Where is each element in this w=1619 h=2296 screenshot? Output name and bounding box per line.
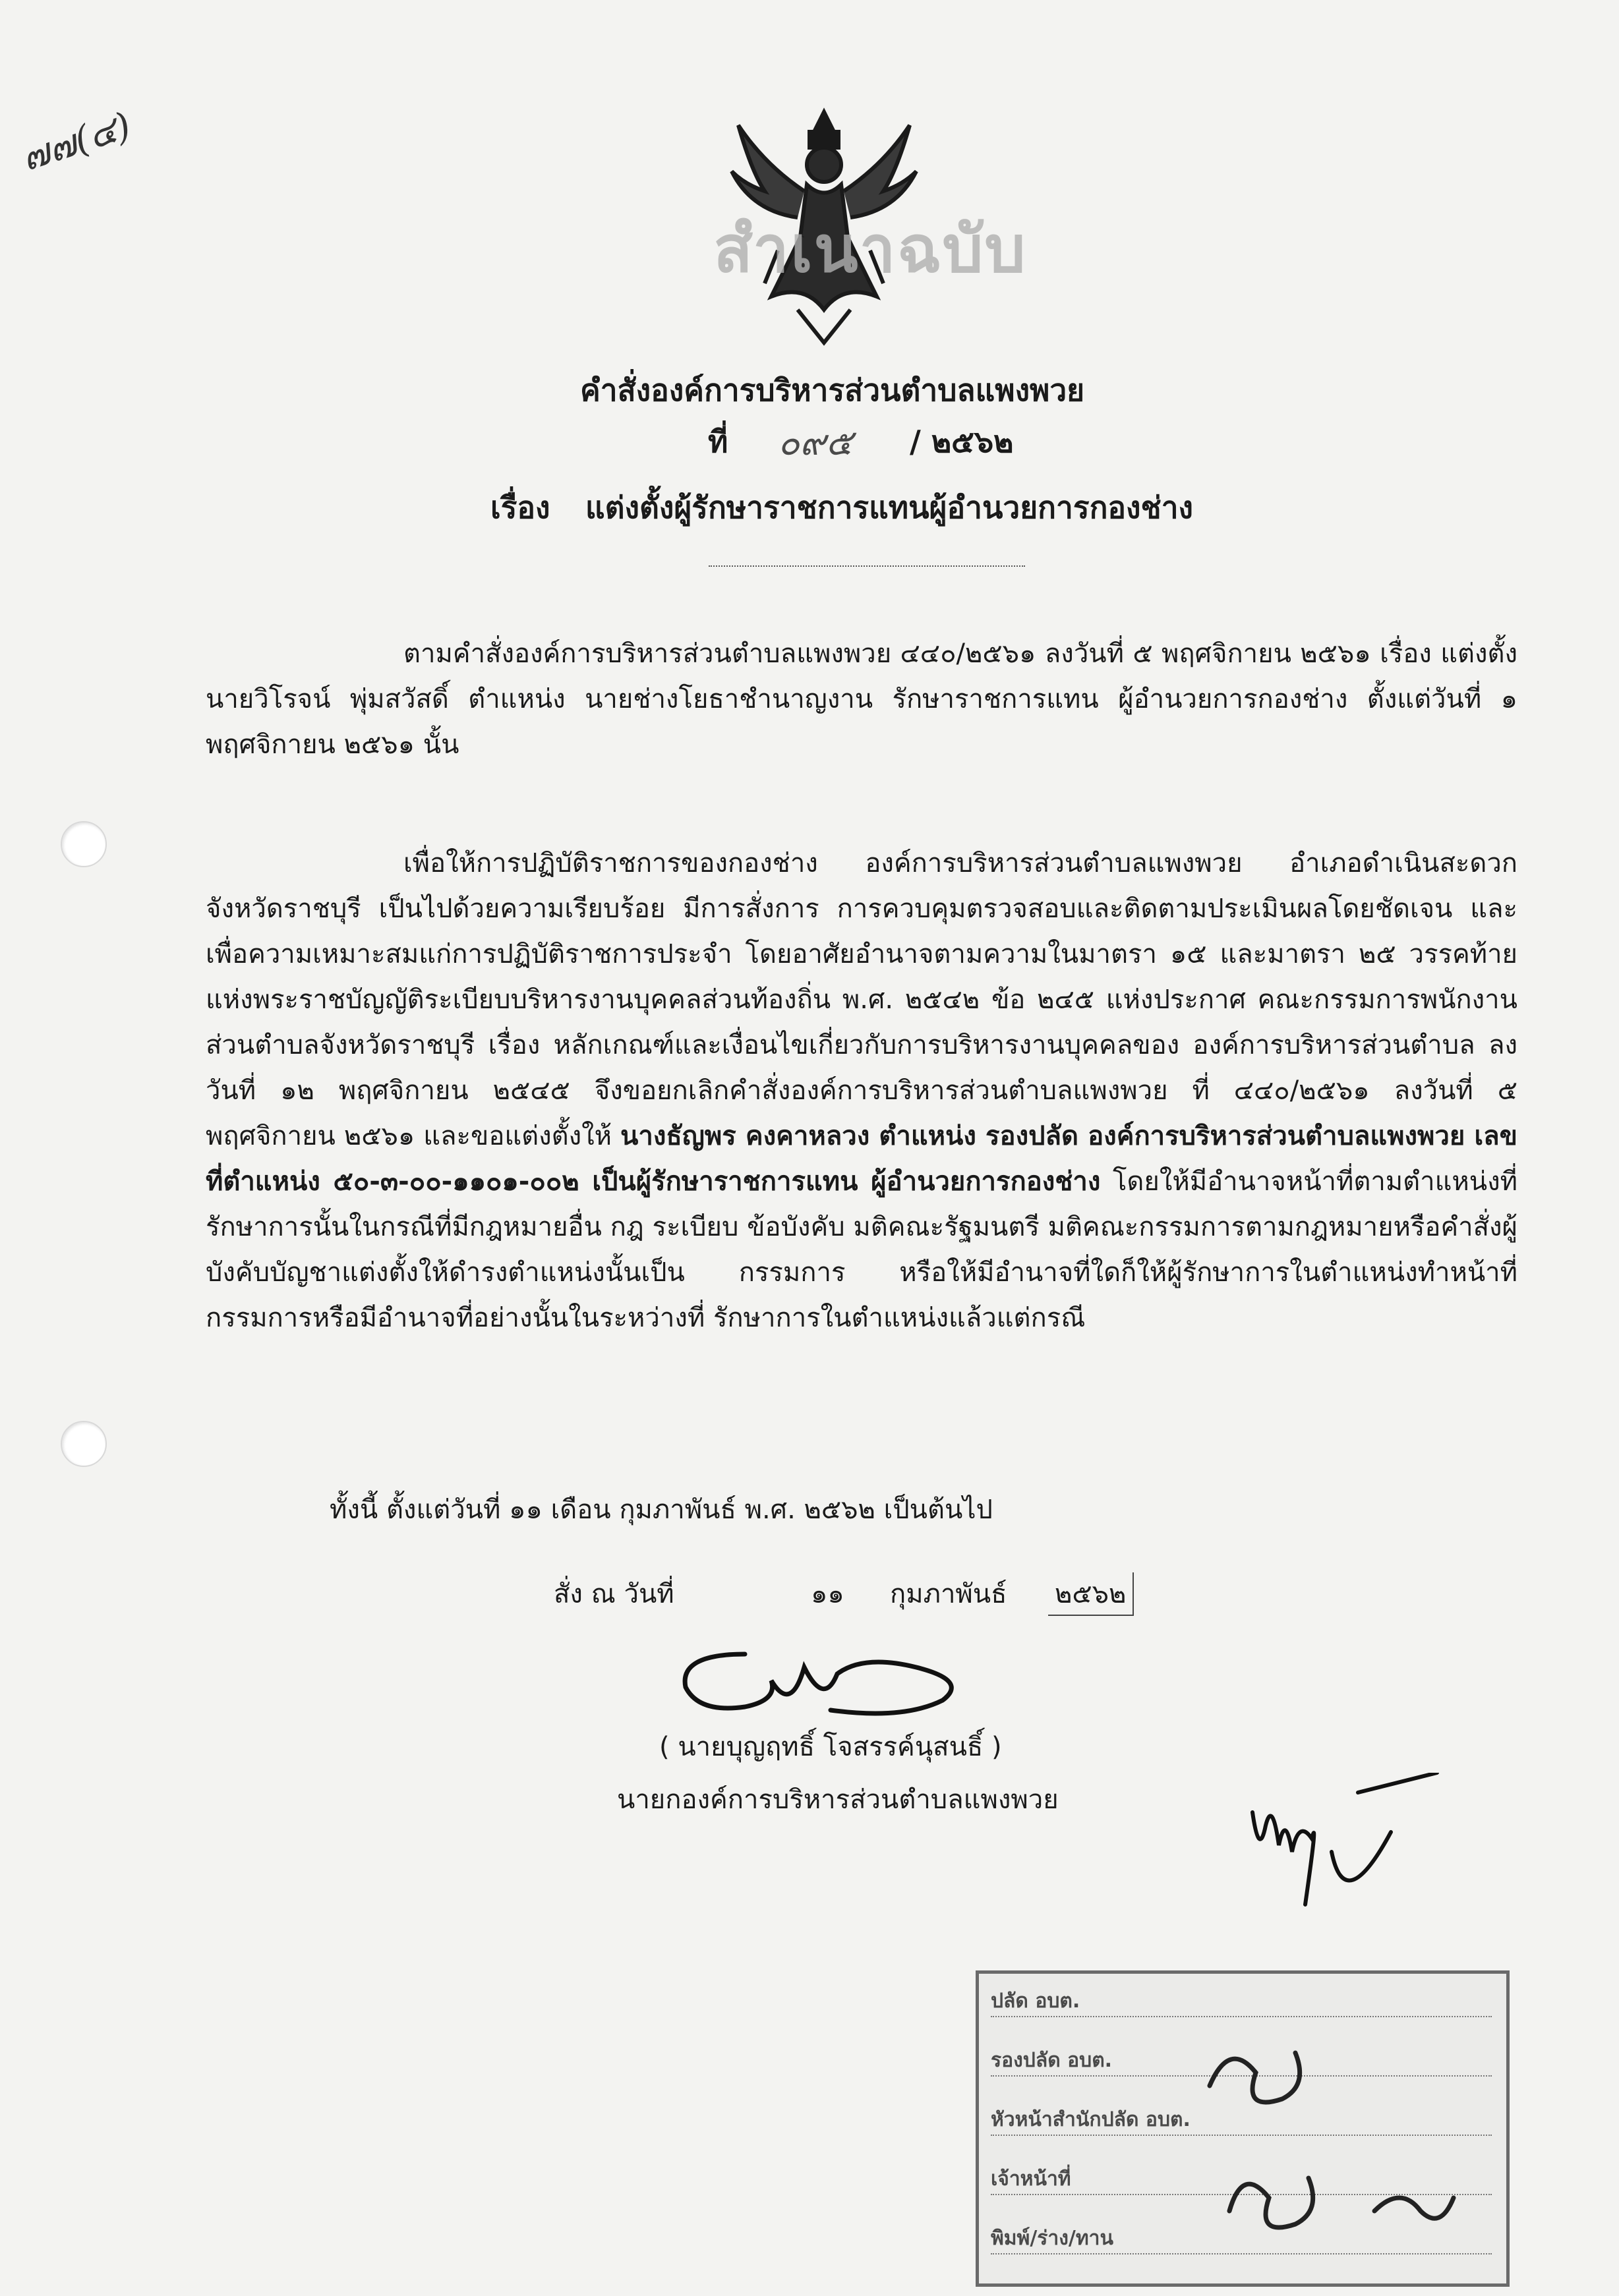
subject-text: แต่งตั้งผู้รักษาราชการแทนผู้อำนวยการกองช่าง [585,490,1194,525]
ordered-month: กุมภาพันธ์ [890,1579,1007,1609]
ordered-year: ๒๕๖๒ [1048,1572,1134,1616]
stamp-row-officer: เจ้าหน้าที่ [991,2165,1492,2195]
order-number-value: ๐๙๕ [778,422,853,463]
subject-label: เรื่อง [490,490,550,525]
copy-watermark: สำเนาฉบับ [713,212,1027,287]
appointment-text-a: เพื่อให้การปฏิบัติราชการของกองช่าง องค์การบริหารส่วนตำบลแพงพวย อำเภอดำเนินสะดวก จังหวัดราชบุรี เป็นไปด้วยความเรียบร้อย มีการสั่งการ การควบคุมตรวจสอบและติดตามประเมินผลโดยชัดเจน และเพื่อความเหมาะสมแก่การปฏิบัติราชการประจำ โดยอาศัยอำนาจตามความในมาตรา ๑๕ และมาตรา ๒๕ วรรคท้าย แห่งพระราชบัญญัติระเบียบบริหารงานบุคคลส่วนท้องถิ่น พ.ศ. ๒๕๔๒ ข้อ ๒๔๕ แห่งประกาศ คณะกรรมการพนักงานส่วนตำบลจังหวัดราชบุรี เรื่อง หลักเกณฑ์และเงื่อนไขเกี่ยวกับการบริหารงานบุคคลของ องค์การบริหารส่วนตำบล ลงวันที่ ๑๒ พฤศจิกายน ๒๕๔๕ จึงขอยกเลิกคำสั่งองค์การบริหารส่วนตำบลแพงพวย ที่ ๔๔๐/๒๕๖๑ ลงวันที่ ๕ พฤศจิกายน ๒๕๖๑ และขอแต่งตั้งให้ [206,848,1517,1151]
stamp-initials-icon [1203,2013,1480,2264]
paragraph-appointment [206,841,1517,1341]
margin-handwritten-number: ๗๗(๔) [16,104,136,180]
ordered-day: ๑๑ [811,1579,844,1609]
order-title: คำสั่งองค์การบริหารส่วนตำบลแพงพวย [580,372,1085,408]
appointee-details: นางธัญพร คงคาหลวง ตำแหน่ง รองปลัด องค์การบริหารส่วนตำบลแพงพวย เลขที่ตำแหน่ง ๕๐-๓-๐๐-๑๑๐๑-๐๐๒ เป็นผู้รักษาราชการแทน ผู้อำนวยการกองช่าง [206,1121,1518,1197]
approval-scribble-icon [1239,1773,1450,1931]
heading-divider [709,565,1025,567]
punch-hole-bottom [61,1421,107,1467]
stamp-row-typist: พิมพ์/ร่าง/ทาน [991,2224,1492,2254]
ordered-label: สั่ง ณ วันที่ [554,1579,674,1609]
punch-hole-top [61,821,107,867]
paragraph-reference [206,631,1517,768]
stamp-row-chief: ปลัด อบต. [991,1987,1492,2017]
signer-position: นายกองค์การบริหารส่วนตำบลแพงพวย [617,1785,1059,1815]
stamp-row-office-head: หัวหน้าสำนักปลัด อบต. [991,2106,1492,2136]
stamp-row-deputy: รองปลัด อบต. [991,2046,1492,2077]
order-number-year: / ๒๕๖๒ [910,424,1014,459]
signature-scribble-icon [666,1628,995,1727]
signer-name: ( นายบุญฤทธิ์ โจสรรค์นุสนธิ์ ) [659,1732,1002,1762]
routing-stamp [976,1970,1510,2287]
appointment-text-b: โดยให้มีอำนาจหน้าที่ตามตำแหน่งที่รักษาการนั้นในกรณีที่มีกฎหมายอื่น กฎ ระเบียบ ข้อบังคับ มติคณะรัฐมนตรี มติคณะกรรมการตามกฎหมายหรือคำสั่งผู้บังคับบัญชาแต่งตั้งให้ดำรงตำแหน่งนั้นเป็น กรรมการ หรือให้มีอำนาจที่ใดก็ให้ผู้รักษาการในตำแหน่งทำหน้าที่กรรมการหรือมีอำนาจที่อย่างนั้นในระหว่างที่ รักษาการในตำแหน่งแล้วแต่กรณี [206,1166,1517,1333]
paragraph-reference-text: ตามคำสั่งองค์การบริหารส่วนตำบลแพงพวย ๔๔๐/๒๕๖๑ ลงวันที่ ๕ พฤศจิกายน ๒๕๖๑ เรื่อง แต่งตั้ง นายวิโรจน์ พุ่มสวัสดิ์ ตำแหน่ง นายช่างโยธาชำนาญงาน รักษาราชการแทน ผู้อำนวยการกองช่าง ตั้งแต่วันที่ ๑ พฤศจิกายน ๒๕๖๑ นั้น [206,639,1517,760]
effective-date: ทั้งนี้ ตั้งแต่วันที่ ๑๑ เดือน กุมภาพันธ์ พ.ศ. ๒๕๖๒ เป็นต้นไป [330,1495,993,1525]
order-number-label: ที่ [708,424,728,459]
